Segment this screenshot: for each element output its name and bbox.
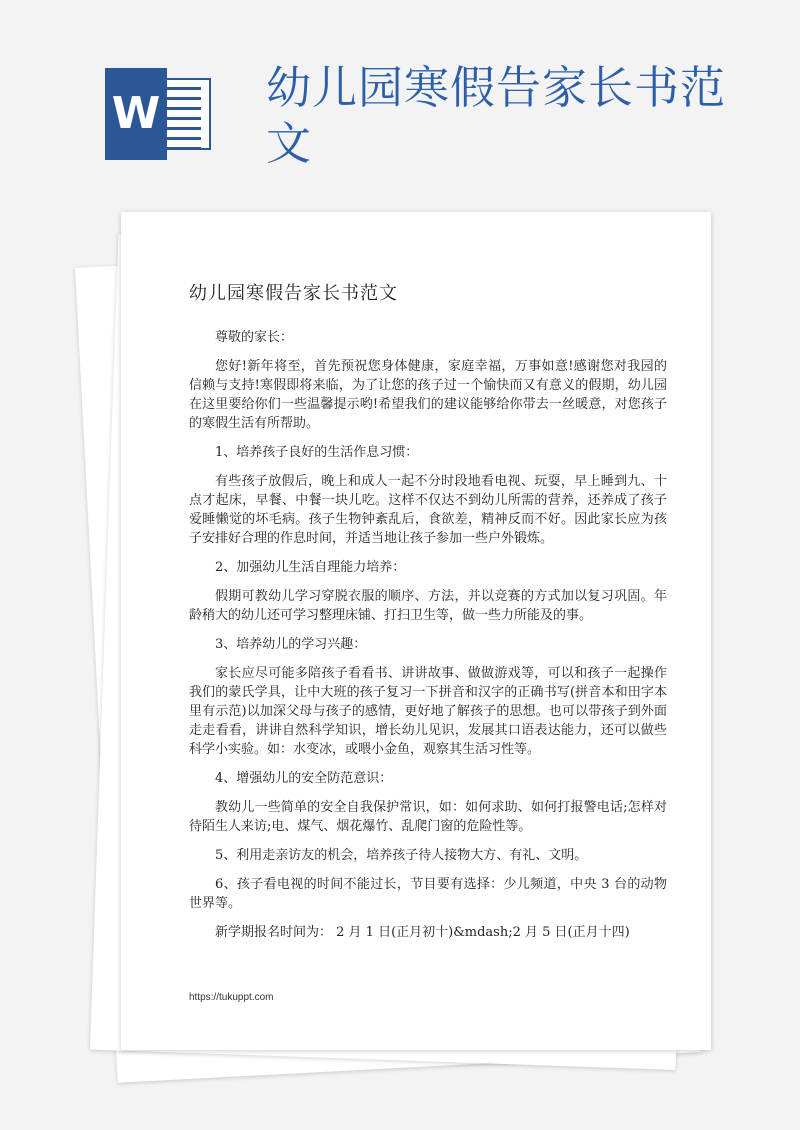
section-body-2: 假期可教幼儿学习穿脱衣服的顺序、方法，并以竞赛的方式加以复习巩固。年龄稍大的幼儿还可学习整理床铺、打扫卫生等，做一些力所能及的事。: [189, 589, 667, 623]
footer-url-link[interactable]: https://tukuppt.com: [189, 992, 274, 1003]
section-body-3: 家长应尽可能多陪孩子看看书、讲讲故事、做做游戏等，可以和孩子一起操作我们的蒙氏学具，让中大班的孩子复习一下拼音和汉字的正确书写(拼音本和田字本里有示范)以加深父母与孩子的感情，更好地了解孩子的思想。也可以带孩子到外面走走看看，讲讲自然科学知识，增长幼儿见识，发展其口语表达能力，还可以做些科学小实验。如：水变冰，或喂小金鱼，观察其生活习性等。: [189, 666, 667, 757]
greeting-paragraph: 尊敬的家长：: [215, 330, 294, 345]
document-banner-title: 幼儿园寒假告家长书范文: [266, 61, 727, 170]
section-heading-3: 3、培养幼儿的学习兴趣：: [215, 637, 367, 652]
document-body: [189, 282, 667, 952]
section-6: 6、孩子看电视的时间不能过长，节目要有选择：少儿频道，中央 3 台的动物世界等。: [189, 877, 667, 911]
section-body-1: 有些孩子放假后，晚上和成人一起不分时段地看电视、玩耍，早上睡到九、十点才起床，早餐、中餐一块儿吃。这样不仅达不到幼儿所需的营养，还养成了孩子爱睡懒觉的坏毛病。孩子生物钟紊乱后，食欲差，精神反而不好。因此家长应为孩子安排好合理的作息时间，并适当地让孩子参加一些户外锻炼。: [189, 474, 667, 546]
section-heading-1: 1、培养孩子良好的生活作息习惯：: [215, 445, 419, 460]
section-5: 5、利用走亲访友的机会，培养孩子待人接物大方、有礼、文明。: [215, 848, 588, 863]
document-heading: 幼儿园寒假告家长书范文: [189, 283, 398, 304]
word-document-icon: [105, 68, 213, 160]
section-heading-4: 4、增强幼儿的安全防范意识：: [215, 771, 393, 786]
intro-paragraph: 您好!新年将至，首先预祝您身体健康，家庭幸福，万事如意!感谢您对我园的信赖与支持!寒假即将来临，为了让您的孩子过一个愉快而又有意义的假期，幼儿园在这里要给你们一些温馨提示哟!希望我们的建议能够给你带去一丝暖意，对您孩子的寒假生活有所帮助。: [189, 359, 667, 431]
registration-time: 新学期报名时间为： 2 月 1 日(正月初十)&mdash;2 月 5 日(正月十四): [215, 925, 630, 940]
section-heading-2: 2、加强幼儿生活自理能力培养：: [215, 560, 406, 575]
section-body-4: 教幼儿一些简单的安全自我保护常识，如：如何求助、如何打报警电话;怎样对待陌生人来访;电、煤气、烟花爆竹、乱爬门窗的危险性等。: [189, 800, 667, 834]
word-logo-badge: W: [105, 68, 167, 160]
document-page: [121, 212, 711, 1050]
